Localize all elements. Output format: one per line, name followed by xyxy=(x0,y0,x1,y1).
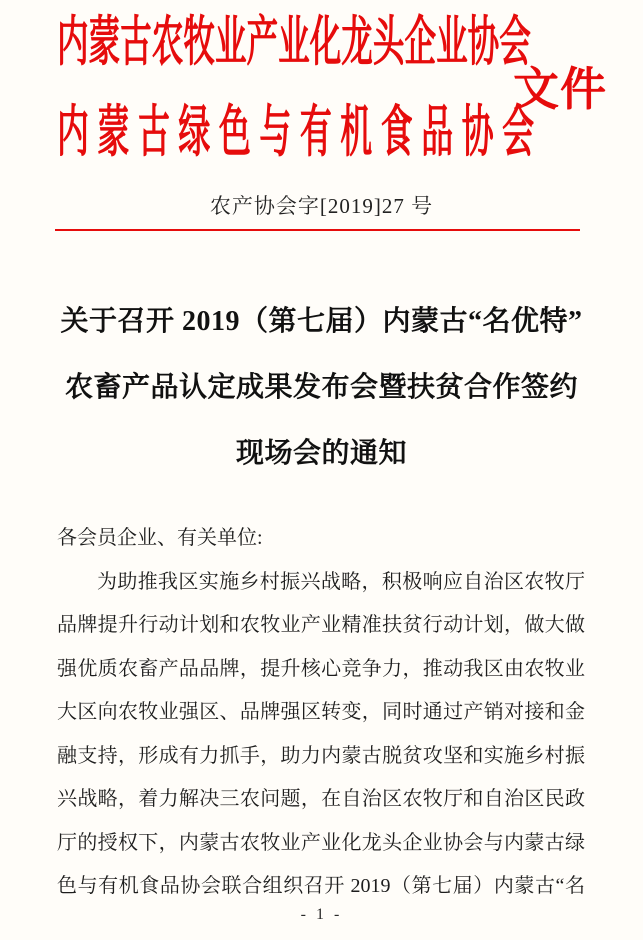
red-separator-line xyxy=(55,229,580,231)
document-title-line3: 现场会的通知 xyxy=(235,438,407,469)
body-line: 厅的授权下，内蒙古农牧业产业化龙头企业协会与内蒙古绿 xyxy=(57,831,585,854)
document-title-line1: 关于召开 2019（第七届）内蒙古“名优特” xyxy=(60,306,583,337)
document-body xyxy=(57,517,585,909)
body-line: 大区向农牧业强区、品牌强区转变，同时通过产销对接和金 xyxy=(57,701,585,723)
letterhead-org-line2: 内蒙古绿色与有机食品协会 xyxy=(57,102,543,164)
doc-number: 农产协会字[2019]27 号 xyxy=(209,194,434,218)
body-line: 兴战略，着力解决三农问题，在自治区农牧厅和自治区民政 xyxy=(57,788,585,810)
doc-type-label: 文件 xyxy=(513,64,607,115)
document-title-line2: 农畜产品认定成果发布会暨扶贫合作签约 xyxy=(64,372,578,403)
body-line: 融支持，形成有力抓手，助力内蒙古脱贫攻坚和实施乡村振 xyxy=(57,744,585,767)
letterhead-org-line1: 内蒙古农牧业产业化龙头企业协会 xyxy=(57,12,531,72)
page-number: - 1 - xyxy=(300,906,343,923)
salutation-line: 各会员企业、有关单位: xyxy=(57,527,263,549)
body-line: 强优质农畜产品品牌，提升核心竞争力，推动我区由农牧业 xyxy=(57,657,585,680)
body-line: 品牌提升行动计划和农牧业产业精准扶贫行动计划，做大做 xyxy=(57,614,585,636)
body-line: 色与有机食品协会联合组织召开 2019（第七届）内蒙古“名 xyxy=(57,875,585,897)
document-title xyxy=(24,289,619,487)
body-line: 为助推我区实施乡村振兴战略，积极响应自治区农牧厅 xyxy=(97,570,585,593)
